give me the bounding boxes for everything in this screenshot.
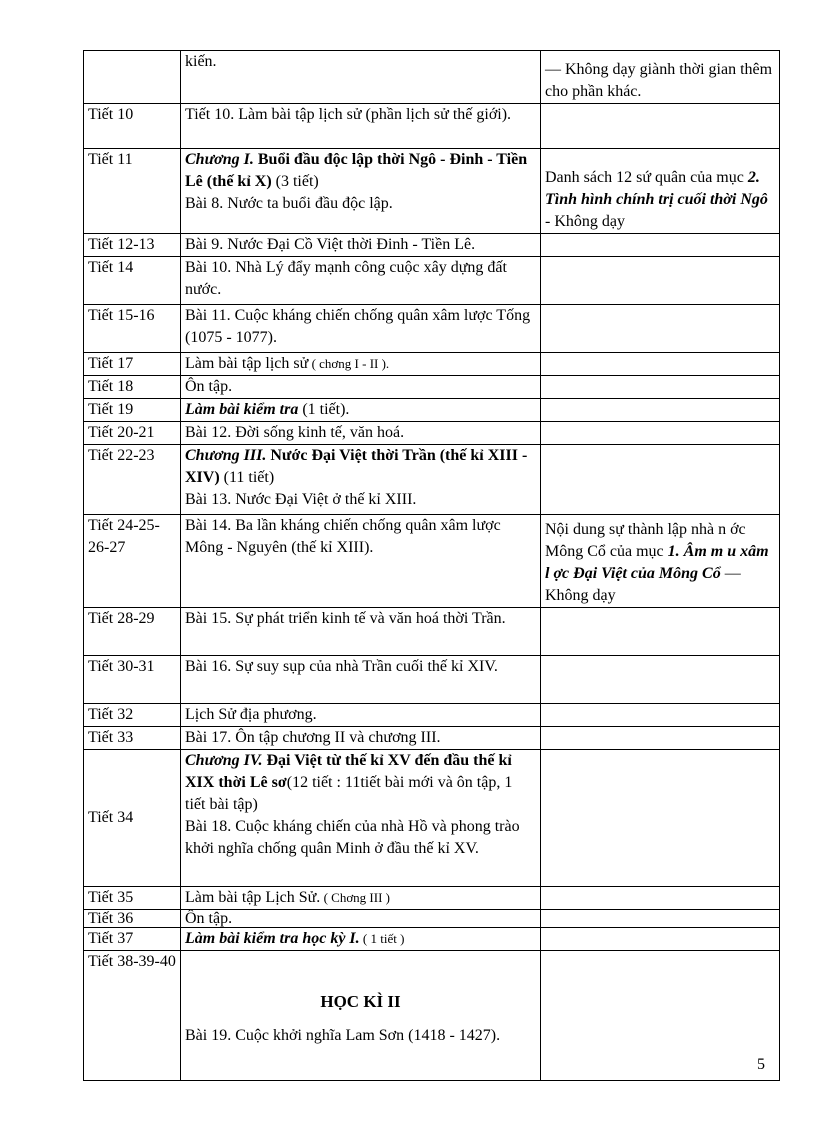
note-emphasis: 1. Âm m u xâm l ợc Đại Việt của Mông Cổ [545,543,769,582]
table-row [84,234,780,257]
lesson-cell: Tiết 12-13 [84,234,181,257]
note-cell [541,951,780,1081]
note-tail: — Không dạy [545,565,741,604]
lesson-scope: ( 1 tiết ) [359,931,405,946]
content-cell: Bài 11. Cuộc kháng chiến chống quân xâm lược Tống (1075 - 1077). [181,305,541,353]
content-cell: Ôn tập. [181,376,541,399]
table-row [84,305,780,353]
table-row [84,727,780,750]
lesson-cell: Tiết 17 [84,353,181,376]
lesson-text: Làm bài tập lịch sử [185,355,309,372]
note-cell [541,515,780,608]
note-cell [541,149,780,234]
note-cell [541,422,780,445]
table-row [84,445,780,515]
note-cell [541,353,780,376]
note-cell [541,305,780,353]
lesson-plan-table [83,50,780,1081]
table-row [84,353,780,376]
content-cell: Bài 9. Nước Đại Cồ Việt thời Đinh - Tiền Lê. [181,234,541,257]
note-emphasis: 2. Tình hình chính trị cuối thời Ngô [545,169,768,208]
note-cell [541,445,780,515]
test-label: Làm bài kiểm tra [185,401,299,418]
table-row [84,608,780,656]
lesson-text: Bài 19. Cuộc khởi nghĩa Lam Sơn (1418 - 1427). [185,1027,501,1044]
content-cell: Bài 15. Sự phát triển kinh tế và văn hoá thời Trần. [181,608,541,656]
content-cell: Bài 16. Sự suy sụp của nhà Trần cuối thế kỉ XIV. [181,656,541,704]
note-cell [541,928,780,951]
content-cell: Bài 14. Ba lần kháng chiến chống quân xâm lược Mông - Nguyên (thế kỉ XIII). [181,515,541,608]
table-row [84,104,780,149]
note-cell [541,750,780,887]
lesson-scope: ( chơng I - II ). [308,356,390,371]
lesson-cell: Tiết 34 [84,750,181,887]
lesson-cell: Tiết 36 [84,910,181,928]
table-row [84,910,780,928]
content-cell: Ôn tập. [181,910,541,928]
lesson-cell: Tiết 19 [84,399,181,422]
lesson-cell: Tiết 10 [84,104,181,149]
note-cell [541,887,780,910]
content-cell [181,353,541,376]
lesson-cell: Tiết 37 [84,928,181,951]
table-row [84,928,780,951]
content-cell: Bài 12. Đời sống kinh tế, văn hoá. [181,422,541,445]
content-cell [181,149,541,234]
chapter-duration: (11 tiết) [219,469,275,486]
lesson-cell: Tiết 33 [84,727,181,750]
lesson-cell: Tiết 30-31 [84,656,181,704]
lesson-cell: Tiết 32 [84,704,181,727]
table-row [84,399,780,422]
note-cell: — Không dạy giành thời gian thêm cho phần khác. [541,51,780,104]
lesson-cell: Tiết 15-16 [84,305,181,353]
chapter-duration: (3 tiết) [271,173,319,190]
note-cell [541,656,780,704]
chapter-title: Chương IV. [185,752,263,769]
note-cell [541,910,780,928]
note-cell [541,704,780,727]
chapter-duration: (12 tiết : 11tiết bài mới và ôn tập, 1 tiết bài tập) [185,774,513,813]
chapter-title: Chương I. [185,151,254,168]
semester-heading: HỌC KÌ II [320,992,401,1011]
lesson-cell: Tiết 22-23 [84,445,181,515]
lesson-text: (1 tiết). [298,401,350,418]
lesson-text: Làm bài tập Lịch Sử. [185,889,321,906]
content-cell: Lịch Sử địa phương. [181,704,541,727]
content-cell [181,399,541,422]
lesson-cell: Tiết 28-29 [84,608,181,656]
chapter-heading: Nước Đại Việt thời Trần (thế kỉ XIII - XIV) [185,447,528,486]
table-row [84,376,780,399]
table-row [84,887,780,910]
lesson-cell: Tiết 20-21 [84,422,181,445]
table-row [84,51,780,104]
lesson-text: Bài 13. Nước Đại Việt ở thế kỉ XIII. [185,491,417,508]
lesson-cell [84,51,181,104]
note-text: Nội dung sự thành lập nhà n ớc Mông Cổ của mục [545,521,746,560]
lesson-cell: Tiết 14 [84,257,181,305]
chapter-title: Chương III. [185,447,267,464]
lesson-cell: Tiết 35 [84,887,181,910]
table-row [84,704,780,727]
table-row [84,149,780,234]
lesson-cell: Tiết 24-25-26-27 [84,515,181,608]
note-cell [541,727,780,750]
note-cell [541,376,780,399]
note-cell [541,257,780,305]
note-text: Danh sách 12 sứ quân của mục [545,169,748,186]
test-label: Làm bài kiểm tra học kỳ I. [185,930,360,947]
note-cell [541,104,780,149]
lesson-scope: ( Chơng III ) [320,890,391,905]
table-row [84,656,780,704]
content-cell [181,445,541,515]
lesson-text: Bài 18. Cuộc kháng chiến của nhà Hồ và phong trào khởi nghĩa chống quân Minh ở đầu thế kỉ XV. [185,818,520,857]
chapter-heading: Buổi đầu độc lập thời Ngô - Đinh - Tiền Lê (thế kỉ X) [185,151,528,190]
table-row [84,750,780,887]
content-cell: Bài 10. Nhà Lý đẩy mạnh công cuộc xây dựng đất nước. [181,257,541,305]
table-row [84,515,780,608]
content-cell: kiến. [181,51,541,104]
note-cell [541,399,780,422]
note-tail: - Không dạy [545,213,625,230]
content-cell: Tiết 10. Làm bài tập lịch sử (phần lịch sử thế giới). [181,104,541,149]
content-cell [181,750,541,887]
table-row [84,951,780,1081]
content-cell [181,887,541,910]
lesson-cell: Tiết 38-39-40 [84,951,181,1081]
chapter-heading: Đại Việt từ thế kỉ XV đến đầu thế kỉ XIX thời Lê sơ [185,752,512,791]
lesson-text: Bài 8. Nước ta buổi đầu độc lập. [185,195,393,212]
page-number: 5 [757,1056,765,1073]
content-cell [181,951,541,1081]
note-cell [541,608,780,656]
table-row [84,257,780,305]
lesson-cell: Tiết 18 [84,376,181,399]
content-cell: Bài 17. Ôn tập chương II và chương III. [181,727,541,750]
note-cell [541,234,780,257]
lesson-cell: Tiết 11 [84,149,181,234]
table-row [84,422,780,445]
content-cell [181,928,541,951]
